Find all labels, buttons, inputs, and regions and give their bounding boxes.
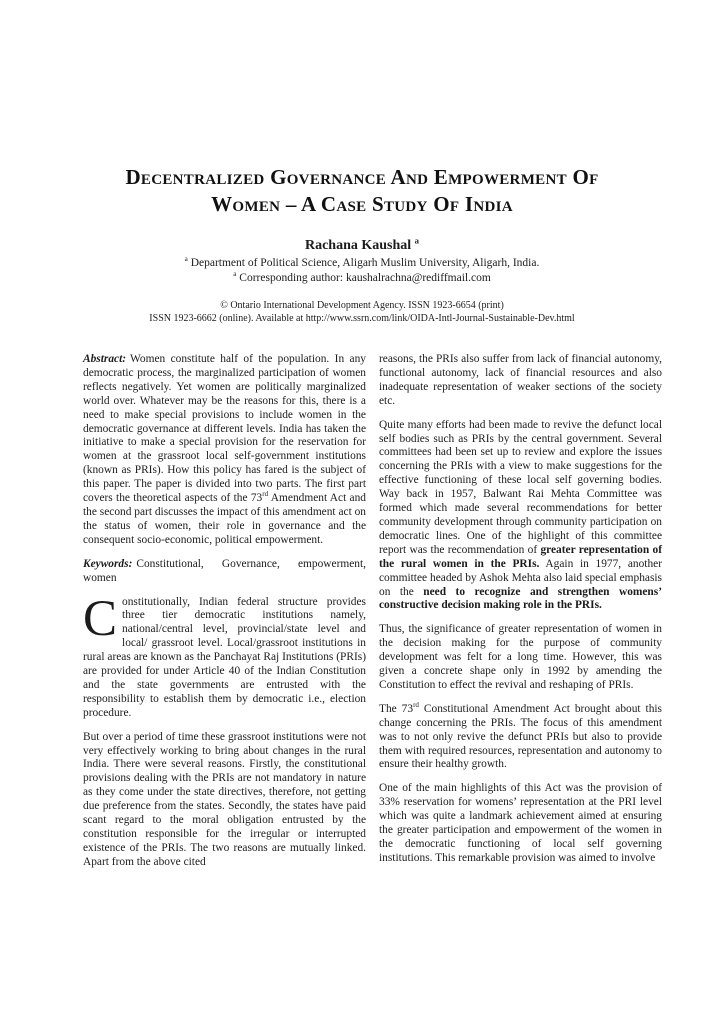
body-paragraph: Thus, the significance of greater representation of women in the decision making for the purpose of community development was felt for a long time. However, this was given a concrete shape only in 1992 by amending the Constitution to effect the revival and reshaping of PRIs.: [379, 623, 662, 691]
publisher-line-2: ISSN 1923-6662 (online). Available at http://www.ssrn.com/link/OIDA-Intl-Journal-Sustainable-Dev.html: [149, 313, 575, 324]
title-line-1: Decentralized Governance And Empowerment Of: [125, 165, 599, 189]
corresponding-author: [0, 271, 724, 286]
publisher-info: [0, 299, 724, 325]
body-paragraph: Quite many efforts had been made to revive the defunct local self bodies such as PRIs by the central government. Several committees had been set up to review and explore the issues concerning the PRIs with a view to make suggestions for the effective functioning of these local self governing bodies. Way back in 1957, Balwant Rai Mehta Committee was formed which made several recommendations for better community development through community participation on democratic lines. One of the highlight of this committee report was the recommendation of greater representation of the rural women in the PRIs. Again in 1977, another committee headed by Ashok Mehta also laid special emphasis on the need to recognize and strengthen womens’ constructive decision making role in the PRIs.: [379, 418, 662, 612]
body-paragraph-text: But over a period of time these grassroot institutions were not very effectively working to bring about changes in the rural India. There were several reasons. Firstly, the constitutional provisions dealing with the PRIs are not mandatory in nature as they come under the state directives, therefore, not getting due preference from the states. Secondly, the states have paid scant regard to the moral obligation entrusted by the constitution responsible for the irregular or interrupted existence of the PRIs. The two reasons are mutually linked. Apart from the above cited: [83, 730, 366, 868]
corresponding-marker: a: [233, 270, 237, 279]
keywords-paragraph: [83, 558, 366, 586]
abstract-paragraph: [83, 353, 366, 548]
author-affiliation-marker: a: [414, 235, 420, 246]
author-name: [0, 237, 724, 254]
corresponding-text: Corresponding author: kaushalrachna@rediffmail.com: [239, 272, 491, 284]
body-paragraph: [83, 731, 366, 870]
paper-header: [0, 0, 724, 325]
affiliation-block: [0, 256, 724, 286]
body-paragraph: The 73rd Constitutional Amendment Act brought about this change concerning the PRIs. The focus of this amendment was to not only revive the defunct PRIs but also to provide them with required resources, representation and autonomy to ensure their healthy growth.: [379, 701, 662, 771]
keywords-label: Keywords:: [83, 557, 133, 570]
abstract-text: Women constitute half of the population. In any democratic process, the marginalized participation of women reflects negatively. Yet women are politically marginalized world over. Whatever may be the reasons for this, there is a need to make special provisions to include women in the democratic governance at different levels. India has taken the initiative to make a special provision for the reservation for women at the grassroot local self-government institutions (known as PRIs). How this policy has fared is the subject of this paper. The paper is divided into two parts. The first part covers the theoretical aspects of the 73rd Amendment Act and the second part discusses the impact of this amendment act on the status of women, their role in governance and the consequent socio-economic, political empowerment.: [83, 353, 366, 546]
affiliation-marker: a: [184, 255, 188, 264]
author-name-text: Rachana Kaushal: [304, 238, 412, 253]
column-right: [379, 353, 662, 870]
article-body: [0, 353, 724, 870]
drop-cap: C: [83, 590, 118, 647]
affiliation: [0, 256, 724, 271]
publisher-line-1: © Ontario International Development Agency. ISSN 1923-6654 (print): [220, 300, 504, 311]
column-left: [83, 353, 366, 870]
body-paragraph: One of the main highlights of this Act was the provision of 33% reservation for womens’ representation at the PRI level which was quite a landmark achievement aimed at ensuring the greater participation and empowerment of the women in the democratic functioning of local self governing institutions. This remarkable provision was aimed to involve: [379, 782, 662, 864]
body-paragraph: reasons, the PRIs also suffer from lack of financial autonomy, functional autonomy, lack of financial resources and also inadequate representation of weaker sections of the society etc.: [379, 353, 662, 407]
abstract-label: Abstract:: [83, 353, 127, 365]
intro-paragraph: [83, 590, 366, 721]
intro-text: onstitutionally, Indian federal structure provides three tier democratic institutions namely, national/central level, provincial/state level and local/ grassroot level. Local/grassroot institutions in rural areas are known as the Panchayat Raj Institutions (PRIs) are provided for under Article 40 of the Indian Constitution and the state governments are entrusted with the responsibility to establish them by democratic i.e., election procedure.: [83, 595, 366, 719]
title-line-2: Women – A Case Study Of India: [211, 192, 513, 216]
affiliation-text: Department of Political Science, Aligarh Muslim University, Aligarh, India.: [190, 257, 540, 269]
keywords-text: Constitutional, Governance, empowerment, women: [83, 557, 366, 584]
page-title: [0, 164, 724, 218]
